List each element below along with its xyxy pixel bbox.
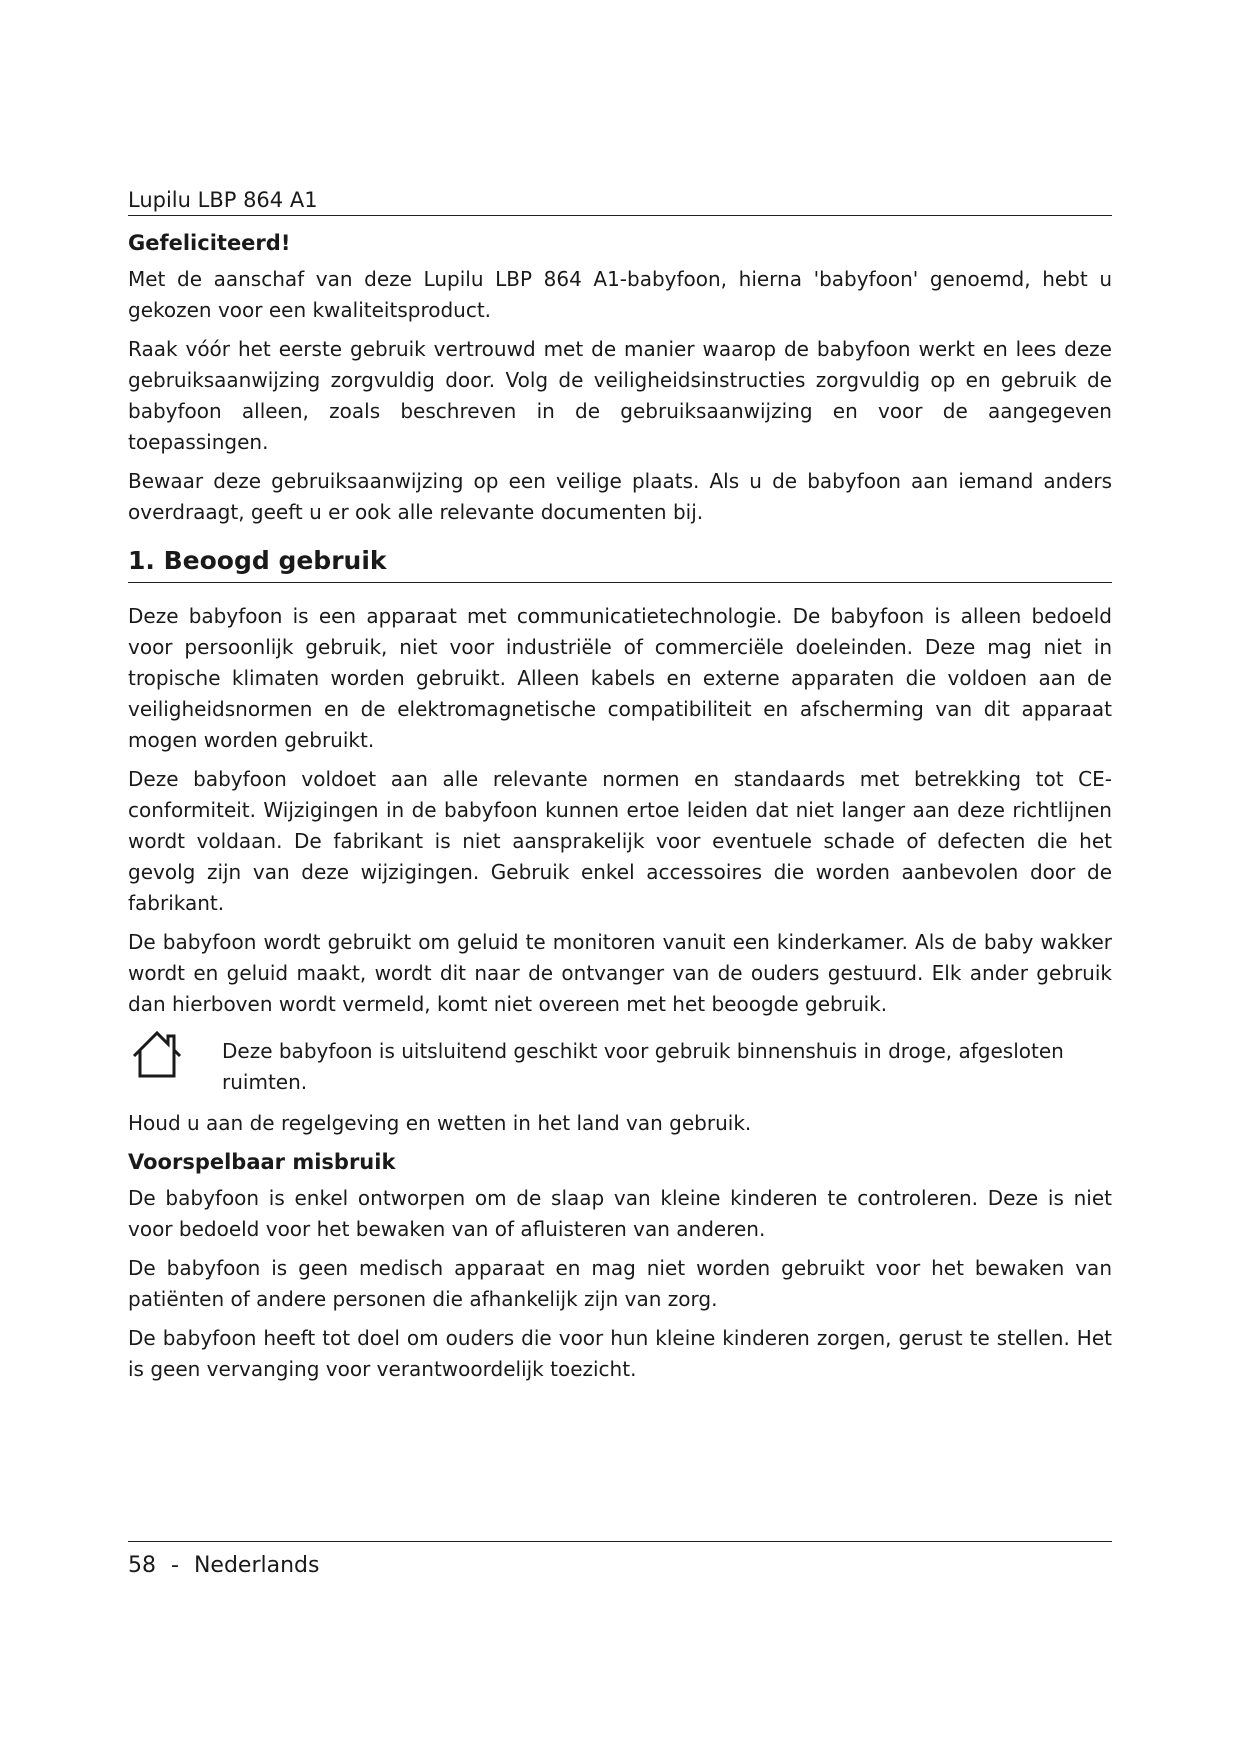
misuse-paragraph: De babyfoon heeft tot doel om ouders die voor hun kleine kinderen zorgen, gerust te stellen. Het is geen vervanging voor verantwoordelijk toezicht. [128, 1326, 1112, 1381]
section-heading-beoogd-gebruik: 1. Beoogd gebruik [128, 544, 1112, 583]
house-icon [128, 1028, 186, 1080]
footer-language: Nederlands [193, 1553, 320, 1578]
indoor-note-text: Deze babyfoon is uitsluitend geschikt voor gebruik binnenshuis in droge, afgesloten ruimten. [222, 1039, 1064, 1094]
section-paragraph: Deze babyfoon is een apparaat met communicatietechnologie. De babyfoon is alleen bedoeld voor persoonlijk gebruik, niet voor industriële of commerciële doeleinden. Deze mag niet in tropische klimaten worden gebruikt. Alleen kabels en externe apparaten die voldoen aan de veiligheidsnormen en de elektromagnetische compatibiliteit en afscherming van dit apparaat mogen worden gebruikt. [128, 604, 1112, 752]
indoor-use-note [128, 1028, 1112, 1098]
intro-heading: Gefeliciteerd! [128, 231, 291, 255]
page-footer [128, 1551, 319, 1581]
regulation-note: Houd u aan de regelgeving en wetten in het land van gebruik. [128, 1111, 752, 1135]
misuse-paragraph: De babyfoon is geen medisch apparaat en mag niet worden gebruikt voor het bewaken van patiënten of andere personen die afhankelijk zijn van zorg. [128, 1256, 1112, 1311]
intro-paragraph: Met de aanschaf van deze Lupilu LBP 864 A1-babyfoon, hierna 'babyfoon' genoemd, hebt u gekozen voor een kwaliteitsproduct. [128, 267, 1112, 322]
misuse-paragraph: De babyfoon is enkel ontworpen om de slaap van kleine kinderen te controleren. Deze is niet voor bedoeld voor het bewaken van of afluisteren van anderen. [128, 1186, 1112, 1241]
section-paragraph: Deze babyfoon voldoet aan alle relevante normen en standaards met betrekking tot CE-conformiteit. Wijzigingen in de babyfoon kunnen ertoe leiden dat niet langer aan deze richtlijnen wordt voldaan. De fabrikant is niet aansprakelijk voor eventuele schade of defecten die het gevolg zijn van deze wijzigingen. Gebruik enkel accessoires die worden aanbevolen door de fabrikant. [128, 767, 1112, 915]
footer-separator: - [171, 1553, 179, 1578]
footer-rule [128, 1541, 1112, 1542]
section-paragraph: De babyfoon wordt gebruikt om geluid te monitoren vanuit een kinderkamer. Als de baby wakker wordt en geluid maakt, wordt dit naar de ontvanger van de ouders gestuurd. Elk ander gebruik dan hierboven wordt vermeld, komt niet overeen met het beoogde gebruik. [128, 930, 1112, 1016]
page-content [128, 228, 1112, 1393]
intro-paragraph: Bewaar deze gebruiksaanwijzing op een veilige plaats. Als u de babyfoon aan iemand anders overdraagt, geeft u er ook alle relevante documenten bij. [128, 469, 1112, 524]
page-number: 58 [128, 1553, 156, 1578]
section-body [128, 583, 1112, 1385]
running-header: Lupilu LBP 864 A1 [128, 188, 318, 212]
header-rule [128, 215, 1112, 216]
misuse-heading: Voorspelbaar misbruik [128, 1150, 396, 1174]
manual-page [128, 0, 1112, 1754]
intro-paragraph: Raak vóór het eerste gebruik vertrouwd met de manier waarop de babyfoon werkt en lees deze gebruiksaanwijzing zorgvuldig door. Volg de veiligheidsinstructies zorgvuldig op en gebruik de babyfoon alleen, zoals beschreven in de gebruiksaanwijzing en voor de aangegeven toepassingen. [128, 337, 1112, 454]
